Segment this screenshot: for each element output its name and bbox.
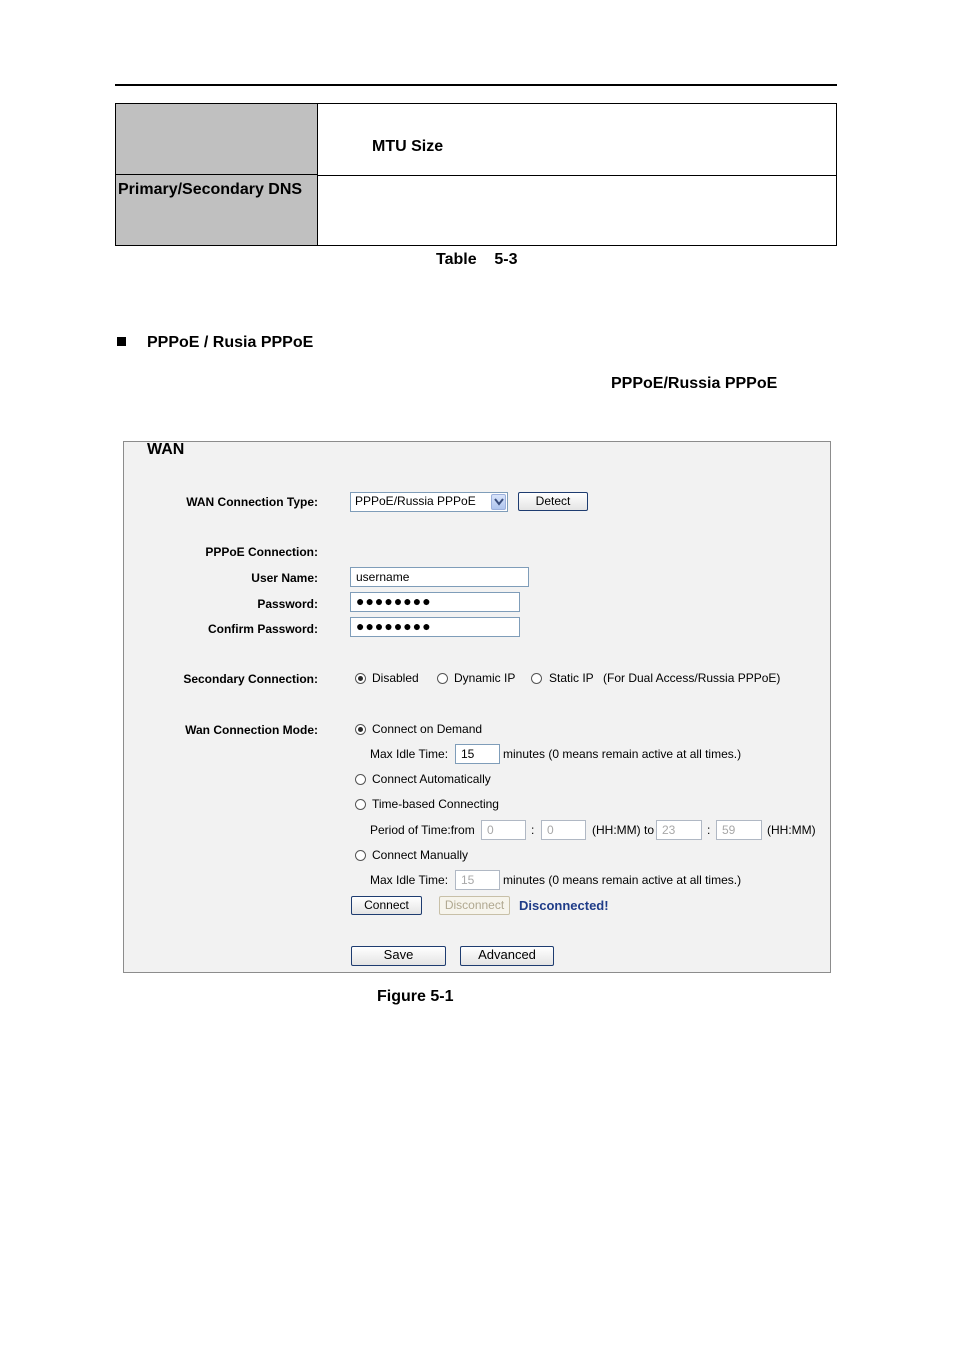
table-cell-label-empty bbox=[116, 104, 318, 175]
mode-manual-radio[interactable] bbox=[355, 850, 366, 861]
username-input[interactable]: username bbox=[350, 567, 529, 587]
manual-max-idle-input[interactable]: 15 bbox=[455, 870, 500, 890]
header-rule bbox=[115, 84, 837, 86]
parameter-table bbox=[115, 103, 837, 246]
save-button[interactable]: Save bbox=[351, 946, 446, 966]
period-separator-2: : bbox=[707, 823, 711, 837]
max-idle-note: minutes (0 means remain active at all times.) bbox=[503, 747, 742, 761]
max-idle-label: Max Idle Time: bbox=[370, 747, 449, 761]
wan-panel-title: WAN bbox=[147, 441, 185, 458]
secondary-connection-note: (For Dual Access/Russia PPPoE) bbox=[603, 671, 781, 685]
period-to-hour-input[interactable]: 23 bbox=[656, 820, 702, 840]
confirm-password-label: Confirm Password: bbox=[207, 622, 318, 636]
secondary-connection-label: Secondary Connection: bbox=[183, 672, 318, 686]
manual-max-idle-label: Max Idle Time: bbox=[370, 873, 449, 887]
mode-on-demand-radio[interactable] bbox=[355, 724, 366, 735]
mode-auto-label: Connect Automatically bbox=[372, 772, 491, 786]
period-from-minute-input[interactable]: 0 bbox=[541, 820, 586, 840]
wan-settings-panel bbox=[123, 441, 831, 973]
figure-caption: Figure 5-1 bbox=[377, 988, 454, 1005]
wan-connection-type-label: WAN Connection Type: bbox=[186, 495, 318, 509]
connect-button[interactable]: Connect bbox=[351, 896, 422, 915]
secondary-disabled-radio[interactable] bbox=[355, 673, 366, 684]
detect-button[interactable]: Detect bbox=[518, 492, 588, 511]
bullet-square-icon bbox=[117, 337, 126, 346]
secondary-dynamic-ip-label: Dynamic IP bbox=[454, 671, 516, 685]
section-note-bold: PPPoE/Russia PPPoE bbox=[611, 375, 778, 392]
dns-label: Primary/Secondary DNS bbox=[118, 181, 303, 198]
secondary-dynamic-ip-radio[interactable] bbox=[437, 673, 448, 684]
table-row-divider bbox=[318, 175, 836, 176]
disconnect-button[interactable]: Disconnect bbox=[439, 896, 510, 915]
period-hhmm-to: (HH:MM) to bbox=[592, 823, 654, 837]
manual-max-idle-note: minutes (0 means remain active at all times.) bbox=[503, 873, 742, 887]
wan-connection-mode-label: Wan Connection Mode: bbox=[185, 723, 318, 737]
mode-auto-radio[interactable] bbox=[355, 774, 366, 785]
mode-time-based-radio[interactable] bbox=[355, 799, 366, 810]
advanced-button[interactable]: Advanced bbox=[460, 946, 554, 966]
max-idle-input[interactable]: 15 bbox=[455, 744, 500, 764]
period-from-hour-input[interactable]: 0 bbox=[481, 820, 526, 840]
connection-status: Disconnected! bbox=[519, 898, 609, 913]
table-caption: Table 5-3 bbox=[436, 251, 518, 268]
secondary-static-ip-label: Static IP bbox=[549, 671, 594, 685]
secondary-static-ip-radio[interactable] bbox=[531, 673, 542, 684]
period-hhmm: (HH:MM) bbox=[767, 823, 816, 837]
mode-time-based-label: Time-based Connecting bbox=[372, 797, 499, 811]
mtu-size-text: MTU Size bbox=[372, 138, 444, 155]
confirm-password-input[interactable]: ●●●●●●●● bbox=[350, 617, 520, 637]
table-cell-label bbox=[116, 175, 318, 245]
mode-on-demand-label: Connect on Demand bbox=[372, 722, 483, 736]
wan-connection-type-select[interactable] bbox=[350, 492, 508, 512]
password-input[interactable]: ●●●●●●●● bbox=[350, 592, 520, 612]
section-heading: PPPoE / Rusia PPPoE bbox=[147, 334, 314, 351]
password-label: Password: bbox=[257, 597, 318, 611]
period-to-minute-input[interactable]: 59 bbox=[716, 820, 762, 840]
period-label: Period of Time:from bbox=[370, 823, 475, 837]
chevron-down-icon[interactable] bbox=[491, 494, 506, 510]
wan-connection-type-value: PPPoE/Russia PPPoE bbox=[355, 494, 476, 508]
period-separator: : bbox=[531, 823, 535, 837]
mode-manual-label: Connect Manually bbox=[372, 848, 469, 862]
username-label: User Name: bbox=[251, 571, 318, 585]
pppoe-connection-label: PPPoE Connection: bbox=[205, 545, 318, 559]
secondary-disabled-label: Disabled bbox=[372, 671, 419, 685]
